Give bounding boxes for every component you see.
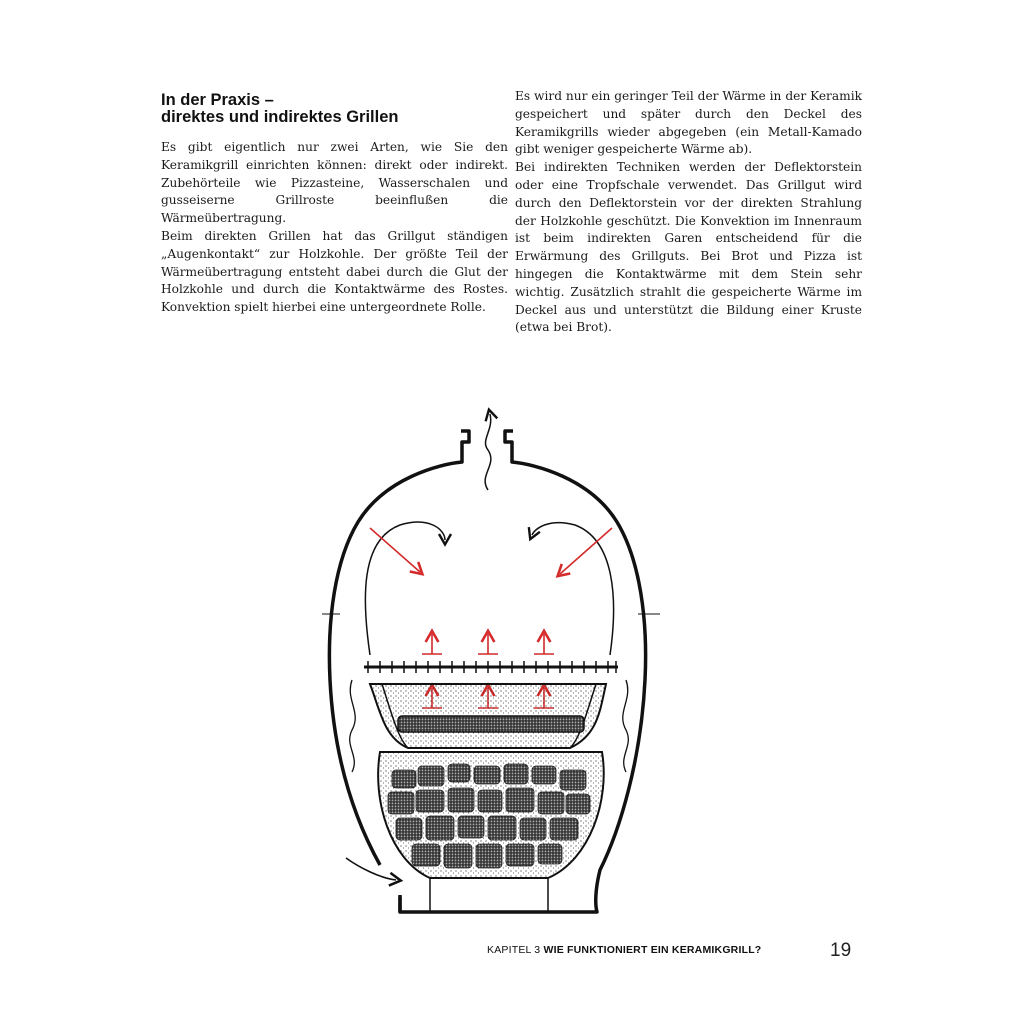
- heat-wave-right: [623, 680, 629, 772]
- page-number: 19: [830, 940, 852, 961]
- convection-arrow-left: [365, 522, 445, 655]
- right-column: [515, 88, 862, 337]
- page-footer: [487, 940, 857, 962]
- chapter-label: [487, 944, 761, 956]
- kamado-cross-section-diagram: [320, 400, 690, 920]
- exhaust-wave: [485, 414, 491, 490]
- deflector-stone: [398, 716, 584, 732]
- grill-grate: [364, 661, 618, 673]
- heat-arrows-upper: [422, 634, 554, 654]
- right-paragraph-1: Es wird nur ein geringer Teil der Wärme in der Keramik gespeichert und später durch den Deckel des Keramikgrills wieder abgegeben (ein Metall-Kamado gibt weniger gespeicherte Wärme ab).: [515, 89, 862, 157]
- air-intake-arrow: [346, 858, 396, 880]
- chapter-prefix: KAPITEL 3: [487, 944, 544, 956]
- heading-line-1: In der Praxis –: [161, 91, 274, 109]
- radiation-arrow-left: [370, 528, 420, 572]
- chapter-title: WIE FUNKTIONIERT EIN KERAMIKGRILL?: [543, 944, 762, 956]
- heat-wave-left: [350, 680, 356, 772]
- left-column: [161, 92, 508, 317]
- right-paragraph-2: Bei indirekten Techniken werden der Deflektorstein oder eine Tropfschale verwendet. Das Grillgut wird durch den Deflektorstein vor der direkten Strahlung der Holzkohle geschützt. Die Konvektion im Innenraum ist beim indirekten Garen entscheidend für die Erwärmung des Grillguts. Bei Brot und Pizza ist hingegen die Kontaktwärme mit dem Stein sehr wichtig. Zusätzlich strahlt die gespeicherte Wärme im Deckel aus und unterstützt die Bildung einer Kruste (etwa bei Brot).: [515, 160, 862, 335]
- section-heading: [161, 92, 508, 126]
- heading-line-2: direktes und indirektes Grillen: [161, 108, 399, 126]
- left-paragraph-1: Es gibt eigentlich nur zwei Arten, wie Sie den Keramikgrill einrichten können: direkt oder indirekt. Zubehörteile wie Pizzasteine, Wasserschalen und gusseiserne Grillroste beeinflußen die Wärmeübertragung.: [161, 140, 508, 226]
- left-paragraph-2: Beim direkten Grillen hat das Grillgut ständigen „Augenkontakt“ zur Holzkohle. Der größte Teil der Wärmeübertragung entsteht dabei durch die Glut der Holzkohle und durch die Kontaktwärme des Rostes. Konvektion spielt hierbei eine untergeordnete Rolle.: [161, 228, 508, 315]
- radiation-arrow-right: [560, 528, 612, 574]
